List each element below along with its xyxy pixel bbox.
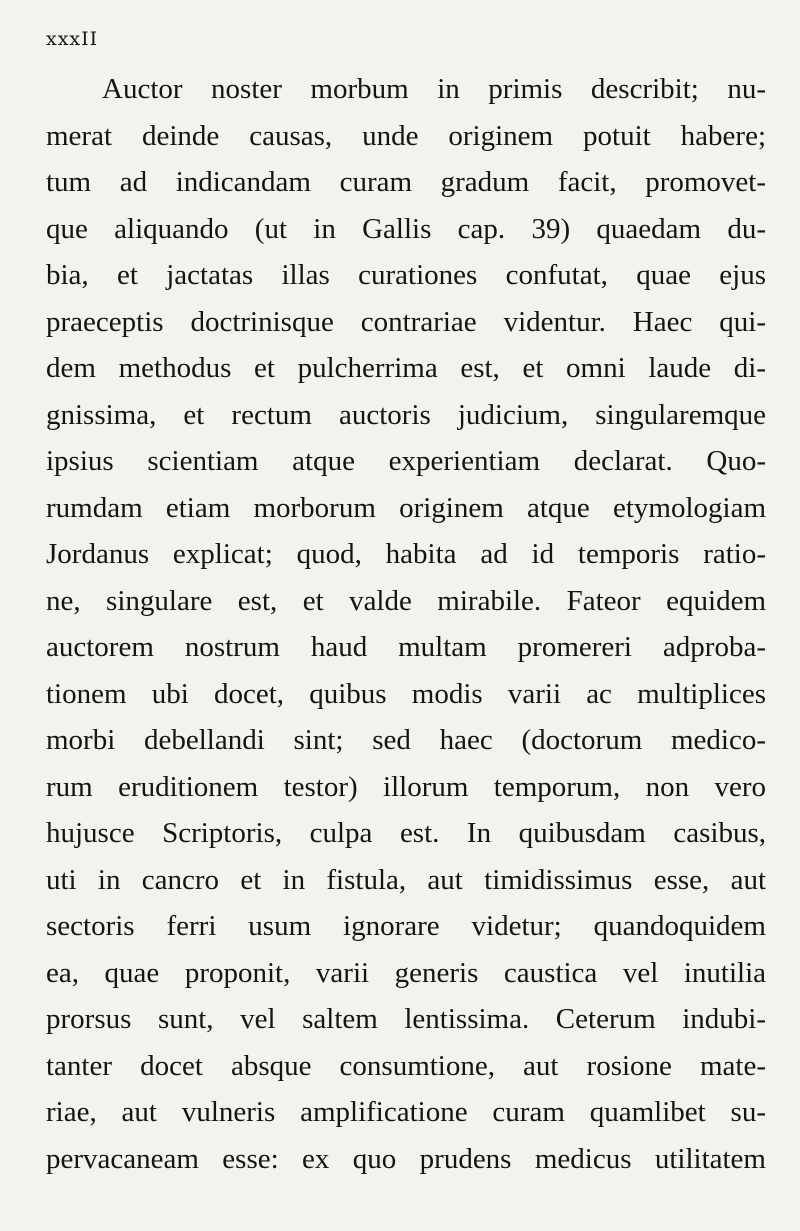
text-line: bia, et jactatas illas curationes confutat, quae ejus bbox=[46, 259, 766, 291]
text-line: tionem ubi docet, quibus modis varii ac multiplices bbox=[46, 677, 766, 710]
text-line: dem methodus et pulcherrima est, et omni laude di- bbox=[46, 352, 766, 384]
text-line: hujusce Scriptoris, culpa est. In quibusdam casibus, bbox=[46, 817, 766, 849]
text-line: rum eruditionem testor) illorum temporum, non vero bbox=[46, 770, 766, 803]
text-line: gnissima, et rectum auctoris judicium, singularemque bbox=[46, 398, 766, 431]
text-line: pervacaneam esse: ex quo prudens medicus utilitatem bbox=[46, 1142, 766, 1175]
text-line: tanter docet absque consumtione, aut rosione mate- bbox=[46, 1049, 766, 1082]
text-line: riae, aut vulneris amplificatione curam quamlibet su- bbox=[46, 1096, 766, 1128]
text-line: uti in cancro et in fistula, aut timidissimus esse, aut bbox=[46, 863, 766, 896]
text-line: praeceptis doctrinisque contrariae videntur. Haec qui- bbox=[46, 305, 766, 338]
text-line: merat deinde causas, unde originem potuit habere; bbox=[46, 119, 766, 152]
text-line: tum ad indicandam curam gradum facit, promovet- bbox=[46, 166, 766, 198]
text-line: morbi debellandi sint; sed haec (doctorum medico- bbox=[46, 724, 766, 756]
text-line: ne, singulare est, et valde mirabile. Fateor equidem bbox=[46, 584, 766, 617]
text-line: Auctor noster morbum in primis describit; nu- bbox=[102, 73, 766, 105]
page-number: xxxII bbox=[46, 28, 99, 50]
text-line: ipsius scientiam atque experientiam declarat. Quo- bbox=[46, 445, 766, 477]
text-line: rumdam etiam morborum originem atque etymologiam bbox=[46, 491, 766, 524]
text-line: auctorem nostrum haud multam promereri adproba- bbox=[46, 631, 766, 663]
text-line: prorsus sunt, vel saltem lentissima. Ceterum indubi- bbox=[46, 1003, 766, 1035]
text-line: Jordanus explicat; quod, habita ad id temporis ratio- bbox=[46, 538, 766, 570]
body-text bbox=[46, 66, 766, 1182]
text-line: que aliquando (ut in Gallis cap. 39) quaedam du- bbox=[46, 212, 766, 245]
text-line: ea, quae proponit, varii generis caustica vel inutilia bbox=[46, 956, 766, 989]
text-line: sectoris ferri usum ignorare videtur; quandoquidem bbox=[46, 910, 766, 942]
